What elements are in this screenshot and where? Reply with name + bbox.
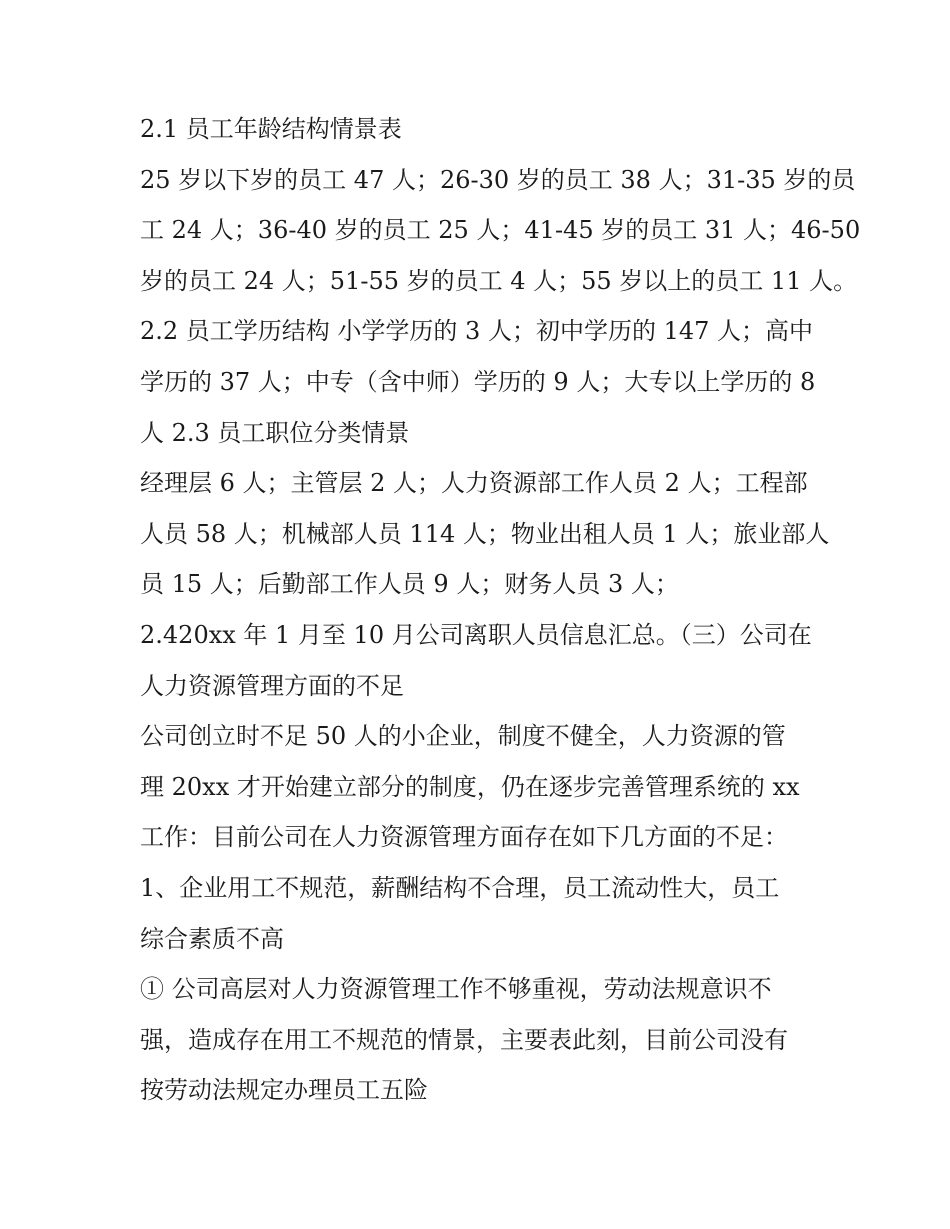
text-line: 人 2.3 员工职位分类情景 xyxy=(140,418,410,447)
text-line: 公司创立时不足 50 人的小企业，制度不健全，人力资源的管 xyxy=(140,722,786,751)
heading-age-structure: 2.1 员工年龄结构情景表 xyxy=(140,115,402,143)
text-line: 2.2 员工学历结构 小学学历的 3 人；初中学历的 147 人；高中 xyxy=(140,317,814,346)
text-line: 工 24 人；36-40 岁的员工 25 人；41-45 岁的员工 31 人；46-50 xyxy=(140,216,861,245)
text-line: 人员 58 人；机械部人员 114 人；物业出租人员 1 人；旅业部人 xyxy=(140,519,830,548)
text-line: 25 岁以下岁的员工 47 人；26-30 岁的员工 38 人；31-35 岁的员 xyxy=(140,165,856,194)
text-line: 岁的员工 24 人；51-55 岁的员工 4 人；55 岁以上的员工 11 人。 xyxy=(140,266,858,295)
text-line: 强，造成存在用工不规范的情景，主要表此刻，目前公司没有 xyxy=(140,1025,788,1054)
text-line: 理 20xx 才开始建立部分的制度，仍在逐步完善管理系统的 xx xyxy=(140,772,800,801)
text-line: 1、企业用工不规范，薪酬结构不合理，员工流动性大，员工 xyxy=(140,873,780,902)
text-line: 综合素质不高 xyxy=(140,924,284,953)
text-line: 按劳动法规定办理员工五险 xyxy=(140,1076,428,1105)
document-body xyxy=(140,104,861,1116)
text-line: 经理层 6 人；主管层 2 人；人力资源部工作人员 2 人；工程部 xyxy=(140,469,808,498)
text-line: 人力资源管理方面的不足 xyxy=(140,671,404,700)
text-line: 2.420xx 年 1 月至 10 月公司离职人员信息汇总。（三）公司在 xyxy=(140,620,812,649)
text-line: 学历的 37 人；中专（含中师）学历的 9 人；大专以上学历的 8 xyxy=(140,367,816,396)
text-line: 工作：目前公司在人力资源管理方面存在如下几方面的不足： xyxy=(140,823,788,852)
text-line: ① 公司高层对人力资源管理工作不够重视，劳动法规意识不 xyxy=(140,975,772,1004)
text-line: 员 15 人；后勤部工作人员 9 人；财务人员 3 人； xyxy=(140,570,679,599)
